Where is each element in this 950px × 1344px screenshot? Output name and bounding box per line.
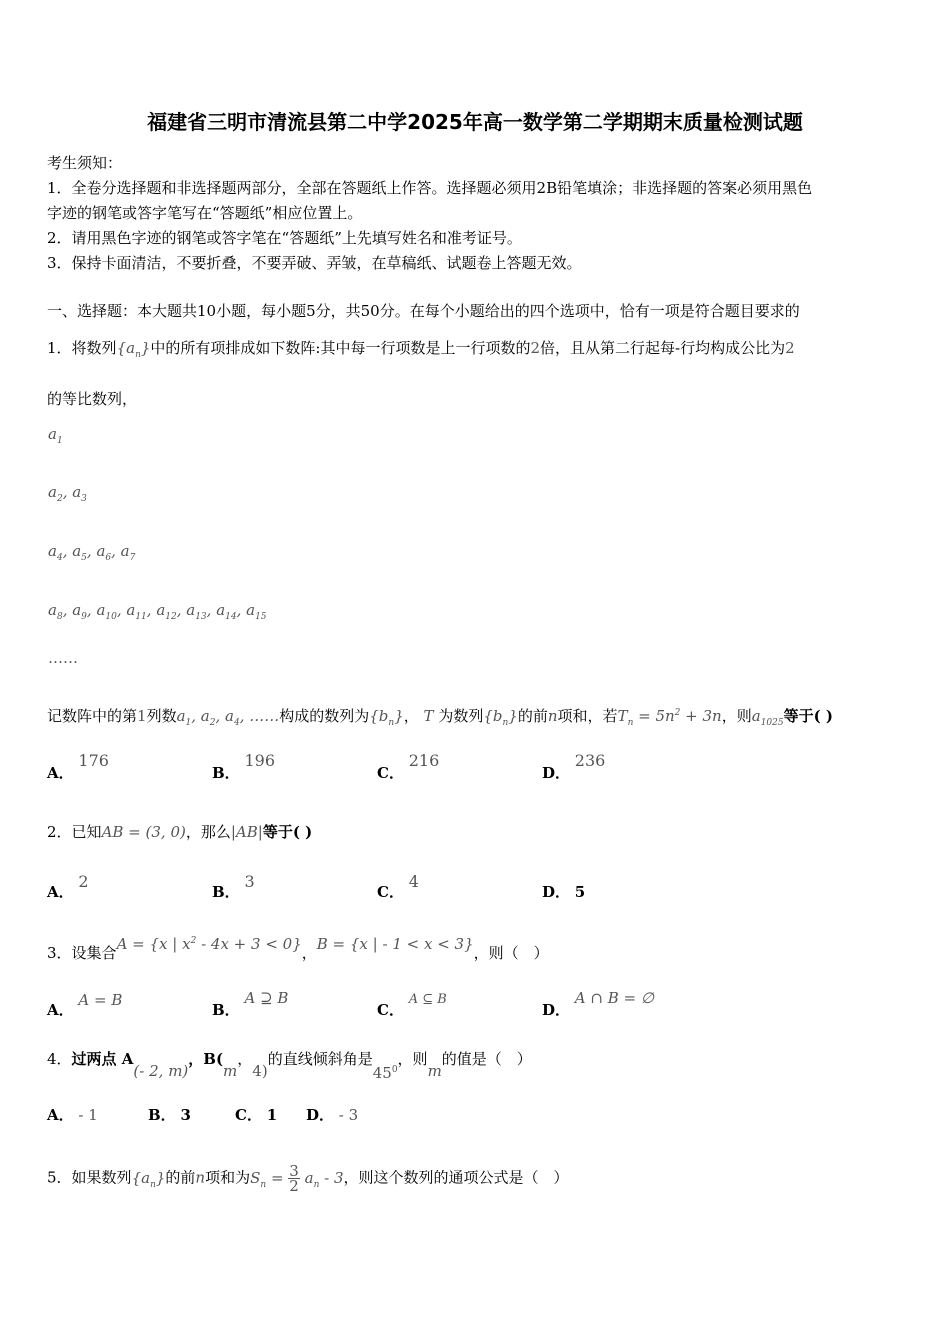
notice-line-1a: 1．全卷分选择题和非选择题两部分，全部在答题纸上作答。选择题必须用2B铅笔填涂；非选择题的答案必须用黑色 xyxy=(47,179,813,197)
q3-option-c[interactable] xyxy=(377,992,447,1022)
q1-number: 1． xyxy=(47,339,72,357)
option-value: 1 xyxy=(266,1106,278,1124)
q5-seq-an: $\{a_n\}$ xyxy=(131,1168,166,1190)
q1-s3: 构成的数列为 xyxy=(279,707,370,725)
q2-option-d[interactable] xyxy=(542,882,585,902)
option-label: B． xyxy=(148,1106,176,1124)
q3-option-b-formula: A ⊇ B xyxy=(244,989,289,1007)
option-label: D． xyxy=(542,764,571,782)
q2-text-1: 已知 xyxy=(71,823,102,841)
document-title: 福建省三明市清流县第二中学2025年高一数学第二学期期末质量检测试题 xyxy=(147,110,803,134)
q1-text-3: 倍，且从第二行起每-行均构成公比为 xyxy=(540,339,786,357)
q1-column-terms: $a_1$, $a_2$, $a_4$, …… xyxy=(176,707,280,728)
q4-text-6: ，则 xyxy=(397,1050,428,1068)
q2-text-2: ，那么 xyxy=(185,823,231,841)
q4-option-a[interactable] xyxy=(47,1105,98,1125)
section-heading: 一、选择题：本大题共10小题，每小题5分，共50分。在每个小题给出的四个选项中，恰有一项是符合题目要求的 xyxy=(47,302,800,320)
array-row-1: $a_1$ xyxy=(48,425,63,446)
q4-option-c[interactable] xyxy=(235,1105,277,1125)
option-value: 3 xyxy=(244,872,255,891)
q1-n: n xyxy=(547,707,558,725)
option-label: D． xyxy=(306,1106,335,1124)
q1-seq-bn-2: $\{b_n\}$ xyxy=(483,707,518,728)
q3-option-c-formula: A ⊆ B xyxy=(408,992,447,1007)
notice-heading: 考生须知： xyxy=(47,154,123,172)
q4-option-d[interactable] xyxy=(306,1105,358,1125)
q1-s6: 的前 xyxy=(517,707,548,725)
q1-T: T xyxy=(418,707,439,725)
q2-text-3: 等于( ) xyxy=(262,823,313,841)
q4-text-2: ，B( xyxy=(188,1050,224,1068)
q4-text-7: 的值是（ ） xyxy=(441,1050,532,1068)
q1-seq-bn: $\{b_n\}$ xyxy=(369,707,404,728)
q2-stem xyxy=(47,822,312,842)
q4-text-5: 的直线倾斜角是 xyxy=(267,1050,373,1068)
q1-s2: 列数 xyxy=(146,707,177,725)
q1-s5: 为数列 xyxy=(438,707,484,725)
q5-stem xyxy=(47,1164,569,1195)
q5-n: n xyxy=(195,1168,206,1187)
q3-text-3: ，则（ ） xyxy=(473,944,549,962)
option-label: C． xyxy=(377,1001,404,1019)
q2-option-a[interactable] xyxy=(47,872,89,902)
q1-s7: 项和，若 xyxy=(557,707,618,725)
q1-option-d[interactable] xyxy=(542,751,606,783)
q1-line-1 xyxy=(47,338,795,365)
q1-text-2: 中的所有项排成如下数阵:其中每一行项数是上一行项数的 xyxy=(150,339,531,357)
option-value: - 3 xyxy=(338,1106,359,1124)
q1-value-2: 2 xyxy=(530,339,541,357)
q5-text-2: 的前 xyxy=(165,1168,196,1187)
q5-text-3: 项和为 xyxy=(205,1168,251,1187)
q1-col-number: 1 xyxy=(137,707,147,725)
option-value: 176 xyxy=(78,751,109,770)
option-value: 5 xyxy=(574,883,586,901)
q4-text-1: 过两点 A xyxy=(71,1050,134,1068)
q1-option-a[interactable] xyxy=(47,751,109,783)
q1-Tn-formula: $T_n = 5n^2 + 3n$ xyxy=(617,707,722,728)
option-value: 216 xyxy=(408,751,440,770)
q1-a1025: $a_{1025}$ xyxy=(751,707,784,728)
array-row-4: $a_8$, $a_9$, $a_{10}$, $a_{11}$, $a_{12}$, $a_{13}$, $a_{14}$, $a_{15}$ xyxy=(48,601,267,622)
option-value: 236 xyxy=(574,751,606,770)
option-label: D． xyxy=(542,883,571,901)
array-row-2: $a_2$, $a_3$ xyxy=(48,483,87,504)
q4-stem xyxy=(47,1046,532,1082)
q3-option-d-formula: A ∩ B = ∅ xyxy=(574,989,654,1007)
option-label: A． xyxy=(47,883,74,901)
option-label: A． xyxy=(47,764,74,782)
q2-magnitude: |AB| xyxy=(230,823,263,841)
q5-Sn-formula: $S_n$ = $\frac{3}{2}$ $a_n - 3$ xyxy=(250,1162,344,1195)
notice-line-1b: 字迹的钢笔或答字笔写在“答题纸”相应位置上。 xyxy=(47,204,363,222)
q4-text-3: ， xyxy=(237,1050,253,1068)
option-label: B． xyxy=(212,764,240,782)
q1-s9: 等于( ) xyxy=(783,707,834,725)
q2-option-b[interactable] xyxy=(212,872,255,902)
q1-statement xyxy=(47,703,833,733)
option-value: 196 xyxy=(244,751,276,770)
notice-line-2: 2．请用黑色字迹的钢笔或答字笔在“答题纸”上先填写姓名和准考证号。 xyxy=(47,229,522,247)
q2-vector-formula: AB = (3, 0) xyxy=(101,823,186,841)
option-label: A． xyxy=(47,1001,74,1019)
q3-option-d[interactable] xyxy=(542,989,654,1020)
option-value: 4 xyxy=(408,872,419,891)
q5-text-4: ，则这个数列的通项公式是（ ） xyxy=(343,1168,569,1187)
option-label: C． xyxy=(235,1106,262,1124)
q1-s1: 记数阵中的第 xyxy=(47,707,138,725)
q3-option-a[interactable] xyxy=(47,991,123,1020)
array-ellipsis: …… xyxy=(48,649,78,667)
q5-number: 5． xyxy=(47,1168,72,1187)
q1-s4: ， xyxy=(403,707,419,725)
q1-value-3: 2 xyxy=(785,339,795,357)
q3-text-2: ， xyxy=(301,944,317,962)
q3-option-b[interactable] xyxy=(212,989,289,1020)
q4-point-A: (- 2, m) xyxy=(133,1062,189,1080)
q2-option-c[interactable] xyxy=(377,872,419,902)
option-label: B． xyxy=(212,883,240,901)
q3-set-B: B = {x | - 1 < x < 3} xyxy=(316,935,474,953)
notice-line-3: 3．保持卡面清洁，不要折叠，不要弄破、弄皱，在草稿纸、试题卷上答题无效。 xyxy=(47,254,582,272)
q2-number: 2． xyxy=(47,823,72,841)
q3-option-a-formula: A = B xyxy=(78,991,123,1009)
q4-m: m xyxy=(427,1062,442,1080)
option-label: A． xyxy=(47,1106,74,1124)
q4-angle: $45^0$ xyxy=(372,1064,398,1082)
q1-option-c[interactable] xyxy=(377,751,440,783)
option-value: 3 xyxy=(180,1106,191,1124)
q3-stem xyxy=(47,935,549,963)
q1-text-4: 的等比数列， xyxy=(47,390,138,408)
q4-text-4: 4) xyxy=(252,1062,268,1080)
option-label: D． xyxy=(542,1001,571,1019)
q3-set-A: A = {x | $x^2 - 4x + 3 < 0$} xyxy=(116,935,302,953)
q5-text-1: 如果数列 xyxy=(71,1168,132,1187)
q4-option-b[interactable] xyxy=(148,1105,191,1125)
q1-seq-an: $\{a_n\}$ xyxy=(116,339,151,360)
option-label: B． xyxy=(212,1001,240,1019)
q1-text-1: 将数列 xyxy=(71,339,117,357)
array-row-3: $a_4$, $a_5$, $a_6$, $a_7$ xyxy=(48,542,136,563)
q3-text-1: 设集合 xyxy=(71,944,117,962)
option-label: C． xyxy=(377,764,404,782)
q3-number: 3． xyxy=(47,944,72,962)
q1-option-b[interactable] xyxy=(212,751,276,783)
option-label: C． xyxy=(377,883,404,901)
q4-point-B-m: m xyxy=(223,1062,238,1080)
q4-number: 4． xyxy=(47,1050,72,1068)
option-value: 2 xyxy=(78,872,89,891)
option-value: - 1 xyxy=(78,1106,98,1124)
q1-s8: ，则 xyxy=(721,707,752,725)
